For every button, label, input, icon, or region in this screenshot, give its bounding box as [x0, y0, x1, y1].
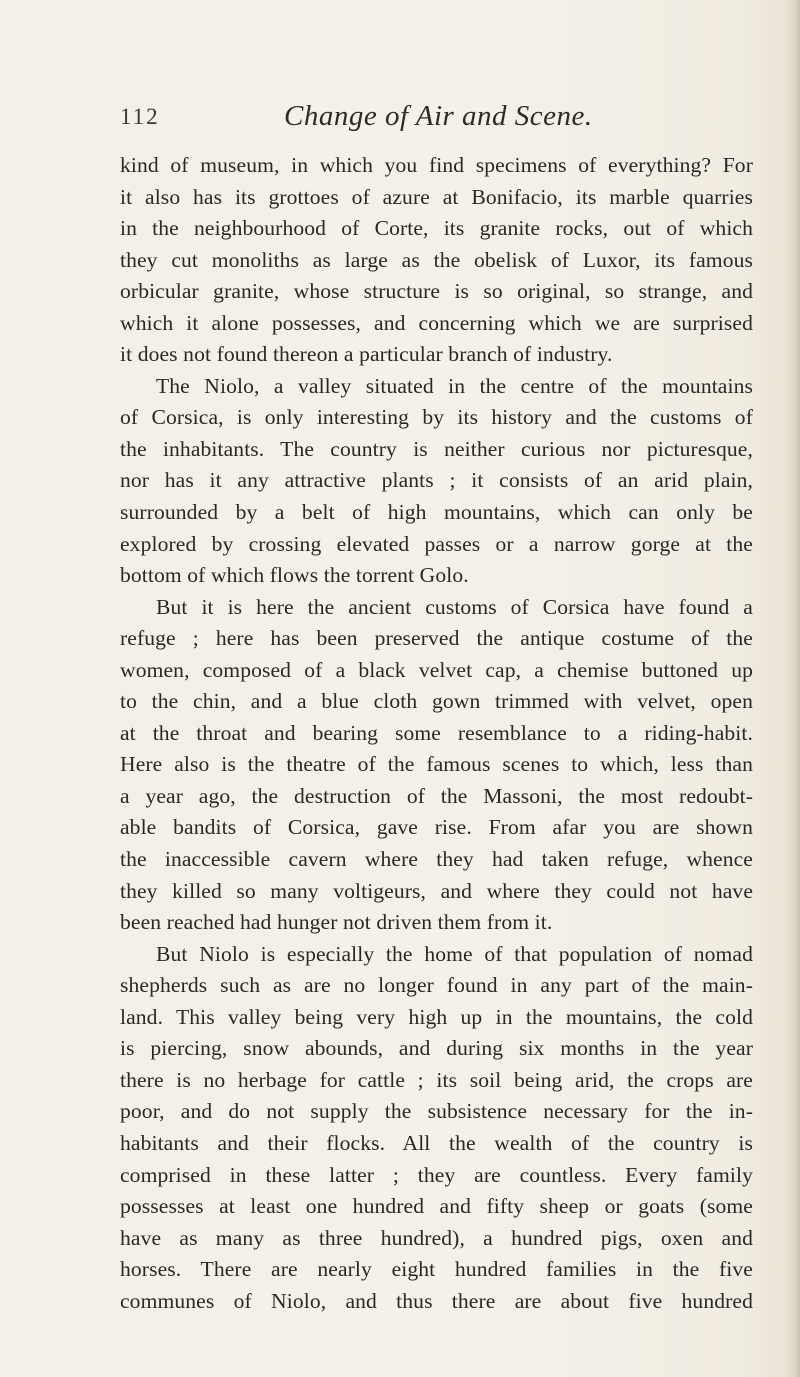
text-line: a year ago, the destruction of the Massoni, the most redoubt-: [120, 783, 753, 808]
text-line: is piercing, snow abounds, and during six months in the year: [120, 1036, 753, 1061]
text-line: it also has its grottoes of azure at Bonifacio, its marble quarries: [120, 184, 753, 209]
page-number: 112: [120, 104, 160, 129]
page-edge-shadow: [786, 0, 800, 1377]
text-line: they cut monoliths as large as the obelisk of Luxor, its famous: [120, 247, 753, 272]
text-line: orbicular granite, whose structure is so original, so strange, and: [120, 279, 753, 304]
text-line: able bandits of Corsica, gave rise. From afar you are shown: [120, 815, 753, 840]
text-line: it does not found thereon a particular branch of industry.: [120, 342, 613, 367]
text-line: of Corsica, is only interesting by its history and the customs of: [120, 405, 753, 430]
text-line: there is no herbage for cattle ; its soil being arid, the crops are: [120, 1067, 753, 1092]
text-line: the inaccessible cavern where they had taken refuge, whence: [120, 847, 753, 872]
text-line: horses. There are nearly eight hundred families in the five: [120, 1257, 753, 1282]
text-line: nor has it any attractive plants ; it consists of an arid plain,: [120, 468, 753, 493]
text-line: surrounded by a belt of high mountains, which can only be: [120, 500, 753, 525]
text-line: possesses at least one hundred and fifty sheep or goats (some: [120, 1194, 753, 1219]
text-line: women, composed of a black velvet cap, a chemise buttoned up: [120, 657, 753, 682]
body-text: [120, 150, 753, 1317]
text-line: they killed so many voltigeurs, and where they could not have: [120, 878, 753, 903]
text-line: habitants and their flocks. All the wealth of the country is: [120, 1130, 753, 1155]
text-line: land. This valley being very high up in the mountains, the cold: [120, 1004, 753, 1029]
text-line: explored by crossing elevated passes or a narrow gorge at the: [120, 531, 753, 556]
paragraph-start-line: But Niolo is especially the home of that population of nomad: [156, 941, 753, 966]
text-line: refuge ; here has been preserved the antique costume of the: [120, 626, 753, 651]
text-line: kind of museum, in which you find specimens of everything? For: [120, 153, 753, 177]
text-line: bottom of which flows the torrent Golo.: [120, 563, 469, 588]
text-line: the inhabitants. The country is neither curious nor picturesque,: [120, 436, 753, 461]
text-line: communes of Niolo, and thus there are about five hundred: [120, 1288, 753, 1313]
running-head: [120, 98, 740, 138]
running-title: Change of Air and Scene.: [284, 100, 593, 132]
text-line: Here also is the theatre of the famous scenes to which, less than: [120, 752, 753, 777]
text-line: at the throat and bearing some resemblance to a riding-habit.: [120, 720, 753, 745]
paragraph-start-line: The Niolo, a valley situated in the centre of the mountains: [156, 373, 753, 398]
text-line: been reached had hunger not driven them from it.: [120, 910, 553, 935]
text-line: which it alone possesses, and concerning which we are surprised: [120, 310, 753, 335]
text-line: have as many as three hundred), a hundred pigs, oxen and: [120, 1225, 753, 1250]
text-line: in the neighbourhood of Corte, its granite rocks, out of which: [120, 216, 753, 241]
text-line: shepherds such as are no longer found in any part of the main-: [120, 973, 753, 998]
text-line: to the chin, and a blue cloth gown trimmed with velvet, open: [120, 689, 753, 714]
paragraph-start-line: But it is here the ancient customs of Corsica have found a: [156, 594, 753, 619]
text-line: poor, and do not supply the subsistence necessary for the in-: [120, 1099, 753, 1124]
text-line: comprised in these latter ; they are countless. Every family: [120, 1162, 753, 1187]
